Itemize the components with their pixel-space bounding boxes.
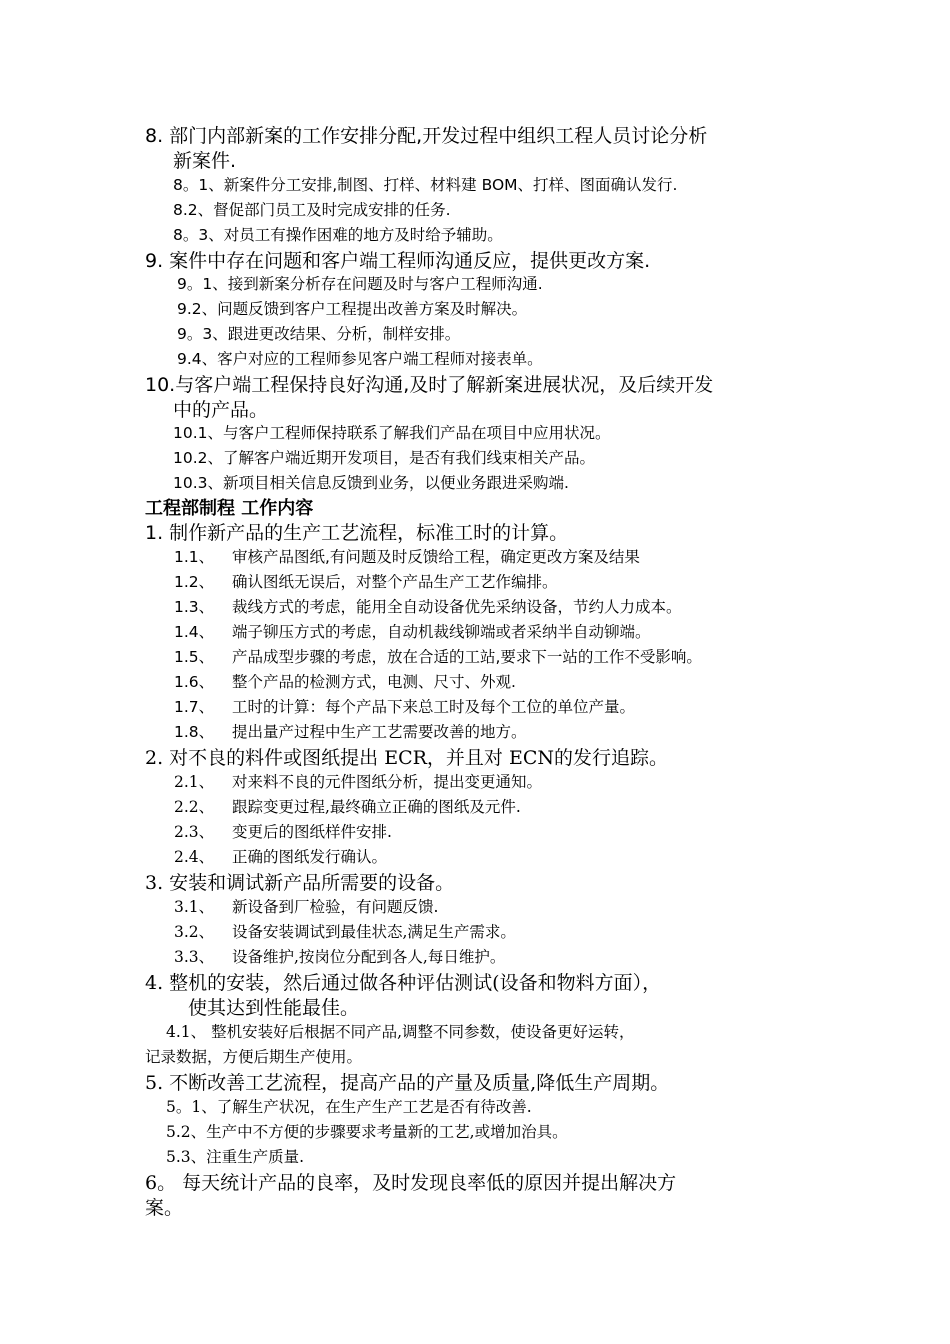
- section-8-title: 8. 部门内部新案的工作安排分配,开发过程中组织工程人员讨论分析: [145, 125, 708, 147]
- part-6-title-cont: 案。: [145, 1197, 184, 1219]
- item-1-3: [174, 600, 682, 616]
- item-3-1: [174, 900, 438, 916]
- item-number: 2.1、: [174, 773, 215, 791]
- section-9-title: 9. 案件中存在问题和客户端工程师沟通反应，提供更改方案.: [145, 250, 651, 272]
- item-10-1: 10.1、与客户工程师保持联系了解我们产品在项目中应用状况。: [173, 424, 611, 442]
- item-text: 提出量产过程中生产工艺需要改善的地方。: [232, 723, 527, 741]
- item-text: 正确的图纸发行确认。: [232, 848, 388, 866]
- section-10-title-cont: 中的产品。: [173, 399, 269, 421]
- item-5-1: 5。1、了解生产状况，在生产生产工艺是否有待改善.: [166, 1098, 532, 1116]
- item-text: 新设备到厂检验，有问题反馈.: [232, 898, 439, 916]
- item-5-2: 5.2、生产中不方便的步骤要求考量新的工艺,或增加治具。: [166, 1123, 568, 1141]
- item-2-2: [174, 800, 521, 816]
- item-number: 3.1、: [174, 898, 215, 916]
- item-text: 确认图纸无误后，对整个产品生产工艺作编排。: [232, 573, 558, 591]
- item-3-3: [174, 950, 505, 966]
- item-9-4: 9.4、客户对应的工程师参见客户端工程师对接表单。: [177, 350, 543, 368]
- part-2-title: 2. 对不良的料件或图纸提出 ECR，并且对 ECN的发行追踪。: [145, 747, 668, 769]
- item-9-3: 9。3、跟进更改结果、分析，制样安排。: [177, 325, 461, 343]
- item-4-1-cont: 记录数据，方便后期生产使用。: [145, 1048, 363, 1066]
- item-text: 设备维护,按岗位分配到各人,每日维护。: [232, 948, 506, 966]
- item-number: 1.4、: [174, 623, 215, 641]
- item-number: 1.3、: [174, 598, 215, 616]
- item-text: 端子铆压方式的考虑，自动机裁线铆端或者采纳半自动铆端。: [232, 623, 651, 641]
- item-3-2: [174, 925, 516, 941]
- item-number: 1.2、: [174, 573, 215, 591]
- part-6-title: 6。 每天统计产品的良率，及时发现良率低的原因并提出解决方: [145, 1172, 677, 1194]
- item-2-1: [174, 775, 542, 791]
- part-4-title: 4. 整机的安装，然后通过做各种评估测试(设备和物料方面），: [145, 972, 662, 994]
- item-1-7: [174, 700, 635, 716]
- item-text: 审核产品图纸,有问题及时反馈给工程，确定更改方案及结果: [232, 548, 640, 566]
- item-1-8: [174, 725, 527, 741]
- item-1-2: [174, 575, 558, 591]
- item-8-1: 8。1、新案件分工安排,制图、打样、材料建 BOM、打样、图面确认发行.: [173, 176, 678, 194]
- part-3-title: 3. 安装和调试新产品所需要的设备。: [145, 872, 455, 894]
- item-text: 对来料不良的元件图纸分析，提出变更通知。: [232, 773, 543, 791]
- item-text: 变更后的图纸样件安排.: [232, 823, 392, 841]
- item-number: 1.7、: [174, 698, 215, 716]
- part-4-title-cont: 使其达到性能最佳。: [188, 997, 360, 1019]
- item-2-4: [174, 850, 387, 866]
- item-8-3: 8。3、对员工有操作困难的地方及时给予辅助。: [173, 226, 503, 244]
- item-1-5: [174, 650, 702, 666]
- item-1-6: [174, 675, 516, 691]
- item-text: 裁线方式的考虑，能用全自动设备优先采纳设备，节约人力成本。: [232, 598, 682, 616]
- item-number: 2.2、: [174, 798, 215, 816]
- item-number: 2.3、: [174, 823, 215, 841]
- section-8-title-cont: 新案件.: [173, 150, 237, 172]
- item-text: 整个产品的检测方式，电测、尺寸、外观.: [232, 673, 516, 691]
- item-text: 设备安装调试到最佳状态,满足生产需求。: [232, 923, 516, 941]
- item-5-3: 5.3、注重生产质量.: [166, 1148, 305, 1166]
- part-5-title: 5. 不断改善工艺流程，提高产品的产量及质量,降低生产周期。: [145, 1072, 670, 1094]
- item-number: 1.5、: [174, 648, 215, 666]
- item-text: 产品成型步骤的考虑，放在合适的工站,要求下一站的工作不受影响。: [232, 648, 702, 666]
- item-9-2: 9.2、问题反馈到客户工程提出改善方案及时解决。: [177, 300, 528, 318]
- item-2-3: [174, 825, 392, 841]
- item-10-2: 10.2、了解客户端近期开发项目，是否有我们线束相关产品。: [173, 449, 596, 467]
- item-text: 工时的计算：每个产品下来总工时及每个工位的单位产量。: [232, 698, 636, 716]
- part-1-title: 1. 制作新产品的生产工艺流程，标准工时的计算。: [145, 522, 569, 544]
- item-1-1: [174, 550, 640, 566]
- item-number: 3.2、: [174, 923, 215, 941]
- item-8-2: 8.2、督促部门员工及时完成安排的任务.: [173, 201, 451, 219]
- item-number: 3.3、: [174, 948, 215, 966]
- item-10-3: 10.3、新项目相关信息反馈到业务，以便业务跟进采购端.: [173, 474, 569, 492]
- item-1-4: [174, 625, 651, 641]
- section-heading: 工程部制程 工作内容: [145, 498, 314, 519]
- item-9-1: 9。1、接到新案分析存在问题及时与客户工程师沟通.: [177, 275, 543, 293]
- item-4-1: 4.1、 整机安装好后根据不同产品,调整不同参数，使设备更好运转，: [166, 1023, 635, 1041]
- item-number: 1.8、: [174, 723, 215, 741]
- item-number: 1.1、: [174, 548, 215, 566]
- item-text: 跟踪变更过程,最终确立正确的图纸及元件.: [232, 798, 521, 816]
- section-10-title: 10.与客户端工程保持良好沟通,及时了解新案进展状况，及后续开发: [145, 374, 714, 396]
- item-number: 2.4、: [174, 848, 215, 866]
- item-number: 1.6、: [174, 673, 215, 691]
